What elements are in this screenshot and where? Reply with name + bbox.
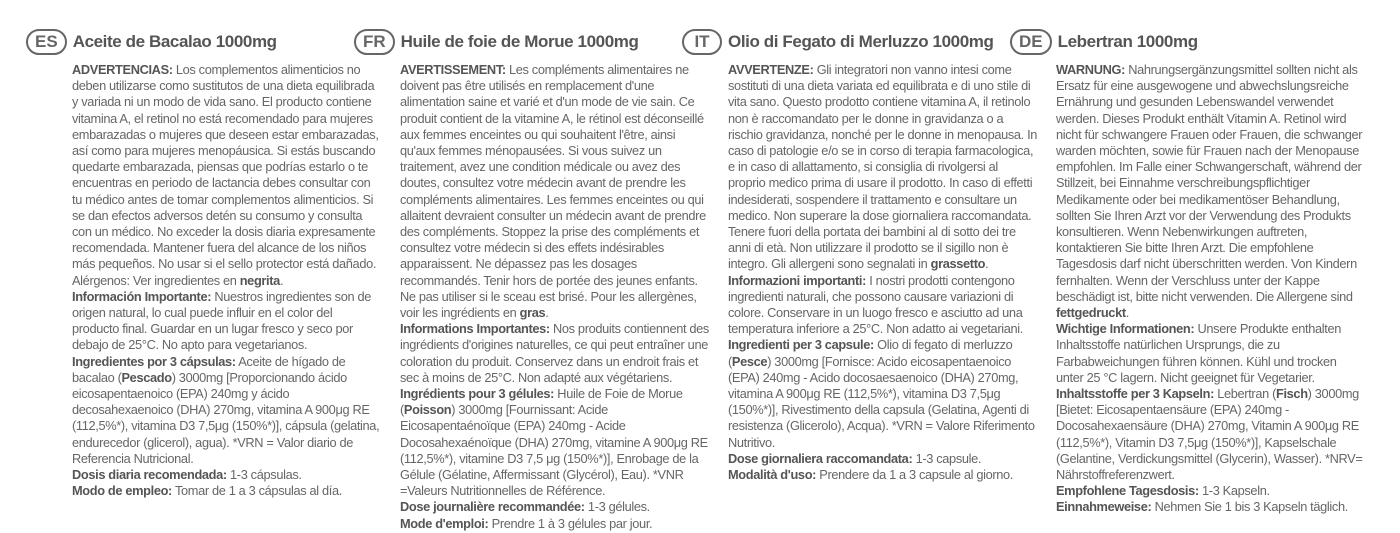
ingredients-text-rest: ) 3000mg [Proporcionando ácido eicosapentaenoico (EPA) 240mg y ácido decosahexaenoico (DHA) 270mg, vitamina A 900μg RE (112,5%*), vitamina D3 7,5μg (150%*)], cápsula (gelatina, endurecedor (glicerol), agua). *VRN = Valor diario de Referencia Nutricional. <box>72 369 380 466</box>
ingredients-label: Ingredienti per 3 capsule: <box>728 337 874 353</box>
info-label: Información Importante: <box>72 288 212 304</box>
use-paragraph <box>400 516 710 532</box>
section-title: Lebertran 1000mg <box>1057 31 1198 51</box>
ingredients-paragraph <box>1056 386 1366 483</box>
use-paragraph <box>1056 499 1366 515</box>
section-header <box>694 28 1038 56</box>
section-es <box>35 28 382 533</box>
warnings-text: Nahrungsergänzungsmittel sollten nicht als Ersatz für eine ausgewogene und abwechslungsreiche Ernährung und gesunden Lebenswandel verwendet werden. Dieses Produkt enthält Vitamin A. Retinol wird nicht für schwangere Frauen oder Frauen, die schwanger warden möchten, sowie für Frauen nach der Menopause empfohlen. Im Falle einer Schwangerschaft, während der Stillzeit, bei Einnahme verschreibungspflichtiger Medikamente oder bei medikamentöser Behandlung, sollten Sie Ihren Arzt vor der Verwendung des Produkts konsultieren. Wenn Nebenwirkungen auftreten, kontaktieren Sie bitte Ihren Arzt. Die empfohlene Tagesdosis darf nicht überschritten werden. Von Kindern fernhalten. Wenn der Verschluss unter der Kappe beschädigt ist, bitte nicht verwenden. Die Allergene sind <box>1056 62 1363 304</box>
dose-label: Dose journalière recommandée: <box>400 499 585 515</box>
warnings-paragraph <box>72 62 382 289</box>
dose-label: Dose giornaliera raccomandata: <box>728 450 913 466</box>
section-title: Huile de foie de Morue 1000mg <box>400 31 639 51</box>
ingredients-allergen: Pesce <box>731 353 768 369</box>
use-paragraph <box>728 467 1038 483</box>
ingredients-paragraph <box>400 386 710 499</box>
ingredients-paragraph <box>728 337 1038 450</box>
dose-paragraph <box>400 499 710 515</box>
section-fr <box>363 28 710 533</box>
allergen-after: . <box>1125 305 1129 321</box>
warnings-label: AVERTISSEMENT: <box>400 62 506 77</box>
ingredients-text-start: Lebertran ( <box>1214 386 1276 402</box>
dose-paragraph <box>1056 483 1366 499</box>
use-text: Prendere da 1 a 3 capsule al giorno. <box>816 467 1013 483</box>
use-label: Mode d'emploi: <box>400 515 489 531</box>
dose-text: 1-3 gélules. <box>584 499 650 515</box>
info-text: I nostri prodotti contengono ingredienti naturali, che possono causare variazioni di colore. Conservare in un luogo fresco e asciutto ad una temperatura inferiore a 25°C. Non adatto ai vegetariani. <box>728 272 1023 337</box>
ingredients-paragraph <box>72 354 382 467</box>
section-it <box>694 28 1038 533</box>
ingredients-text-start: Huile de Foie de Morue ( <box>400 386 683 418</box>
info-text: Unsere Produkte enthalten Inhaltsstoffe natürlichen Ursprungs, die zu Farbabweichungen führen können. Kühl und trocken unter 25 °C lagern. Nicht geeignet für Vegetarier. <box>1056 321 1341 385</box>
warnings-paragraph <box>400 62 710 321</box>
info-paragraph <box>72 289 382 354</box>
ingredients-text-rest: ) 3000mg [Fornisce: Acido eicosapentaenoico (EPA) 240mg - Acido docosaesaenoico (DHA) 270mg, vitamina A 900μg RE (112,5%*), vitamina D3 7,5μg (150%*)], Rivestimento della capsula (Gelatina, Agenti di resistenza (Glicerolo), Acqua). *VRN = Valore Riferimento Nutritivo. <box>728 353 1035 450</box>
info-paragraph <box>1056 321 1366 386</box>
info-label: Informations Importantes: <box>400 321 550 337</box>
ingredients-allergen: Poisson <box>403 402 452 418</box>
dose-text: 1-3 capsule. <box>912 450 982 466</box>
dose-text: 1-3 Kapseln. <box>1198 483 1270 499</box>
ingredients-allergen: Fisch <box>1275 386 1308 402</box>
allergen-after: . <box>985 256 989 272</box>
section-de <box>1019 28 1366 533</box>
dose-label: Dosis diaria recomendada: <box>72 467 227 483</box>
ingredients-text-rest: ) 3000mg [Bietet: Eicosapentaensäure (EPA) 240mg - Docosahexaensäure (DHA) 270mg, Vitamin A 900μg RE (112,5%*), Vitamin D3 7,5μg (150%*)], Kapselschale (Gelantine, Verdickungsmittel (Glycerin), Wasser). *NRV= Nährstoffreferenzwert. <box>1056 386 1363 483</box>
language-badge: ES <box>26 29 67 55</box>
warnings-label: WARNUNG: <box>1056 62 1125 77</box>
ingredients-label: Inhaltsstoffe per 3 Kapseln: <box>1056 386 1215 402</box>
dose-paragraph <box>728 451 1038 467</box>
info-text: Nuestros ingredientes son de origen natural, lo cual puede influir en el color del producto final. Guardar en un lugar fresco y seco por debajo de 25°C. No apto para vegetarianos. <box>72 288 371 353</box>
warnings-paragraph <box>728 62 1038 273</box>
warnings-label: ADVERTENCIAS: <box>72 62 173 77</box>
allergen-after: . <box>279 272 284 288</box>
use-paragraph <box>72 483 382 499</box>
allergen-emphasis: gras <box>519 305 546 321</box>
warnings-text: Les compléments alimentaires ne doivent pas être utilisés en remplacement d'une alimentation saine et varié et d'un mode de vie sain. Ce produit contient de la vitamine A, le rétinol est déconseillé aux femmes enceintes ou qui souhaitent l'être, ainsi qu'aux femmes ménopausées. Si vous suivez un traitement, avez une condition médicale ou avez des doutes, consultez votre médecin avant de prendre les compléments alimentaires. Les femmes enceintes ou qui allaitent devraient consulter un médecin avant de prendre des compléments. Stoppez la prise des compléments et consultez votre médecin si des effets indésirables apparaissent. Ne dépassez pas les dosages recommandés. Tenir hors de portée des jeunes enfants. Ne pas utiliser si le sceau est brisé. Pour les allergènes, voir les ingrédients en <box>400 62 706 321</box>
language-badge: FR <box>354 29 395 55</box>
dose-text: 1-3 cápsulas. <box>226 467 302 483</box>
use-text: Tomar de 1 a 3 cápsulas al día. <box>171 483 342 499</box>
section-header <box>35 28 382 56</box>
warnings-text: Gli integratori non vanno intesi come sostituti di una dieta variata ed equilibrata e di uno stile di vita sano. Questo prodotto contiene vitamina A, il retinolo non è raccomandato per le donne in gravidanza o a rischio gravidanza, nonché per le donne in menopausa. In caso di patologie e/o se in corso di terapia farmacologica, e in caso di allattamento, si consiglia di rivolgersi al proprio medico prima di usare il prodotto. In caso di effetti indesiderati, sospendere il trattamento e consultare un medico. Non superare la dose giornaliera raccomandata. Tenere fuori della portata dei bambini al di sotto dei tre anni di età. Non utilizzare il prodotto se il sigillo non è integro. Gli allergeni sono segnalati in <box>728 62 1038 272</box>
section-title: Olio di Fegato di Merluzzo 1000mg <box>728 31 994 51</box>
dose-label: Empfohlene Tagesdosis: <box>1056 483 1199 499</box>
use-text: Nehmen Sie 1 bis 3 Kapseln täglich. <box>1151 499 1348 515</box>
allergen-emphasis: negrita <box>239 272 280 288</box>
info-paragraph <box>728 273 1038 338</box>
warnings-label: AVVERTENZE: <box>728 62 814 77</box>
ingredients-text-start: Olio di fegato di merluzzo ( <box>728 337 1013 369</box>
ingredients-label: Ingrédients pour 3 gélules: <box>400 386 555 402</box>
info-label: Informazioni importanti: <box>728 272 867 288</box>
allergen-emphasis: fettgedruckt <box>1056 305 1126 321</box>
warnings-text: Los complementos alimenticios no deben utilizarse como sustitutos de una dieta equilibrada y variada ni un modo de vida sano. El producto contiene vitamina A, el retinol no está recomendado para mujeres embarazadas o mujeres que deseen estar embarazadas, así como para mujeres menopáusica. Si estás buscando quedarte embarazada, piensas que podrías estarlo o te encuentras en periodo de lactancia debes consultar con tu médico antes de tomar complementos alimenticios. Si se dan efectos adversos detén su consumo y consulta con un médico. No exceder la dosis diaria expresamente recomendada. Mantener fuera del alcance de los niños más pequeños. No usar si el sello protector está dañado. Alérgenos: Ver ingredientes en <box>72 62 379 288</box>
info-text: Nos produits contiennent des ingrédients d'origines naturelles, ce qui peut entraîner une coloration du produit. Conservez dans un endroit frais et sec à moins de 25°C. Non adapté aux végétariens. <box>400 321 709 385</box>
language-badge: DE <box>1010 29 1052 55</box>
ingredients-text-rest: ) 3000mg [Fournissant: Acide Eicosapentaénoïque (EPA) 240mg - Acide Docosahexaénoïque (DHA) 270mg, vitamine A 900μg RE (112,5%*), vitamine D3 7,5 μg (150%*)], Enrobage de la Gélule (Gélatine, Affermissant (Glycérol), Eau). *VNR =Valeurs Nutritionnelles de Référence. <box>400 402 708 499</box>
allergen-after: . <box>545 305 549 321</box>
allergen-emphasis: grassetto <box>930 256 986 272</box>
section-title: Aceite de Bacalao 1000mg <box>72 31 277 51</box>
info-paragraph <box>400 321 710 386</box>
ingredients-allergen: Pescado <box>121 369 172 385</box>
use-label: Modo de empleo: <box>72 483 172 499</box>
dose-paragraph <box>72 467 382 483</box>
ingredients-label: Ingredientes por 3 cápsulas: <box>72 353 236 369</box>
ingredients-text-start: Aceite de hígado de bacalao ( <box>72 353 346 385</box>
section-header <box>1019 28 1366 56</box>
use-text: Prendre 1 à 3 gélules par jour. <box>488 515 653 531</box>
section-header <box>363 28 710 56</box>
use-label: Einnahmeweise: <box>1056 499 1152 515</box>
use-label: Modalità d'uso: <box>728 467 817 483</box>
info-label: Wichtige Informationen: <box>1056 321 1195 337</box>
warnings-paragraph <box>1056 62 1366 321</box>
language-badge: IT <box>682 29 722 55</box>
